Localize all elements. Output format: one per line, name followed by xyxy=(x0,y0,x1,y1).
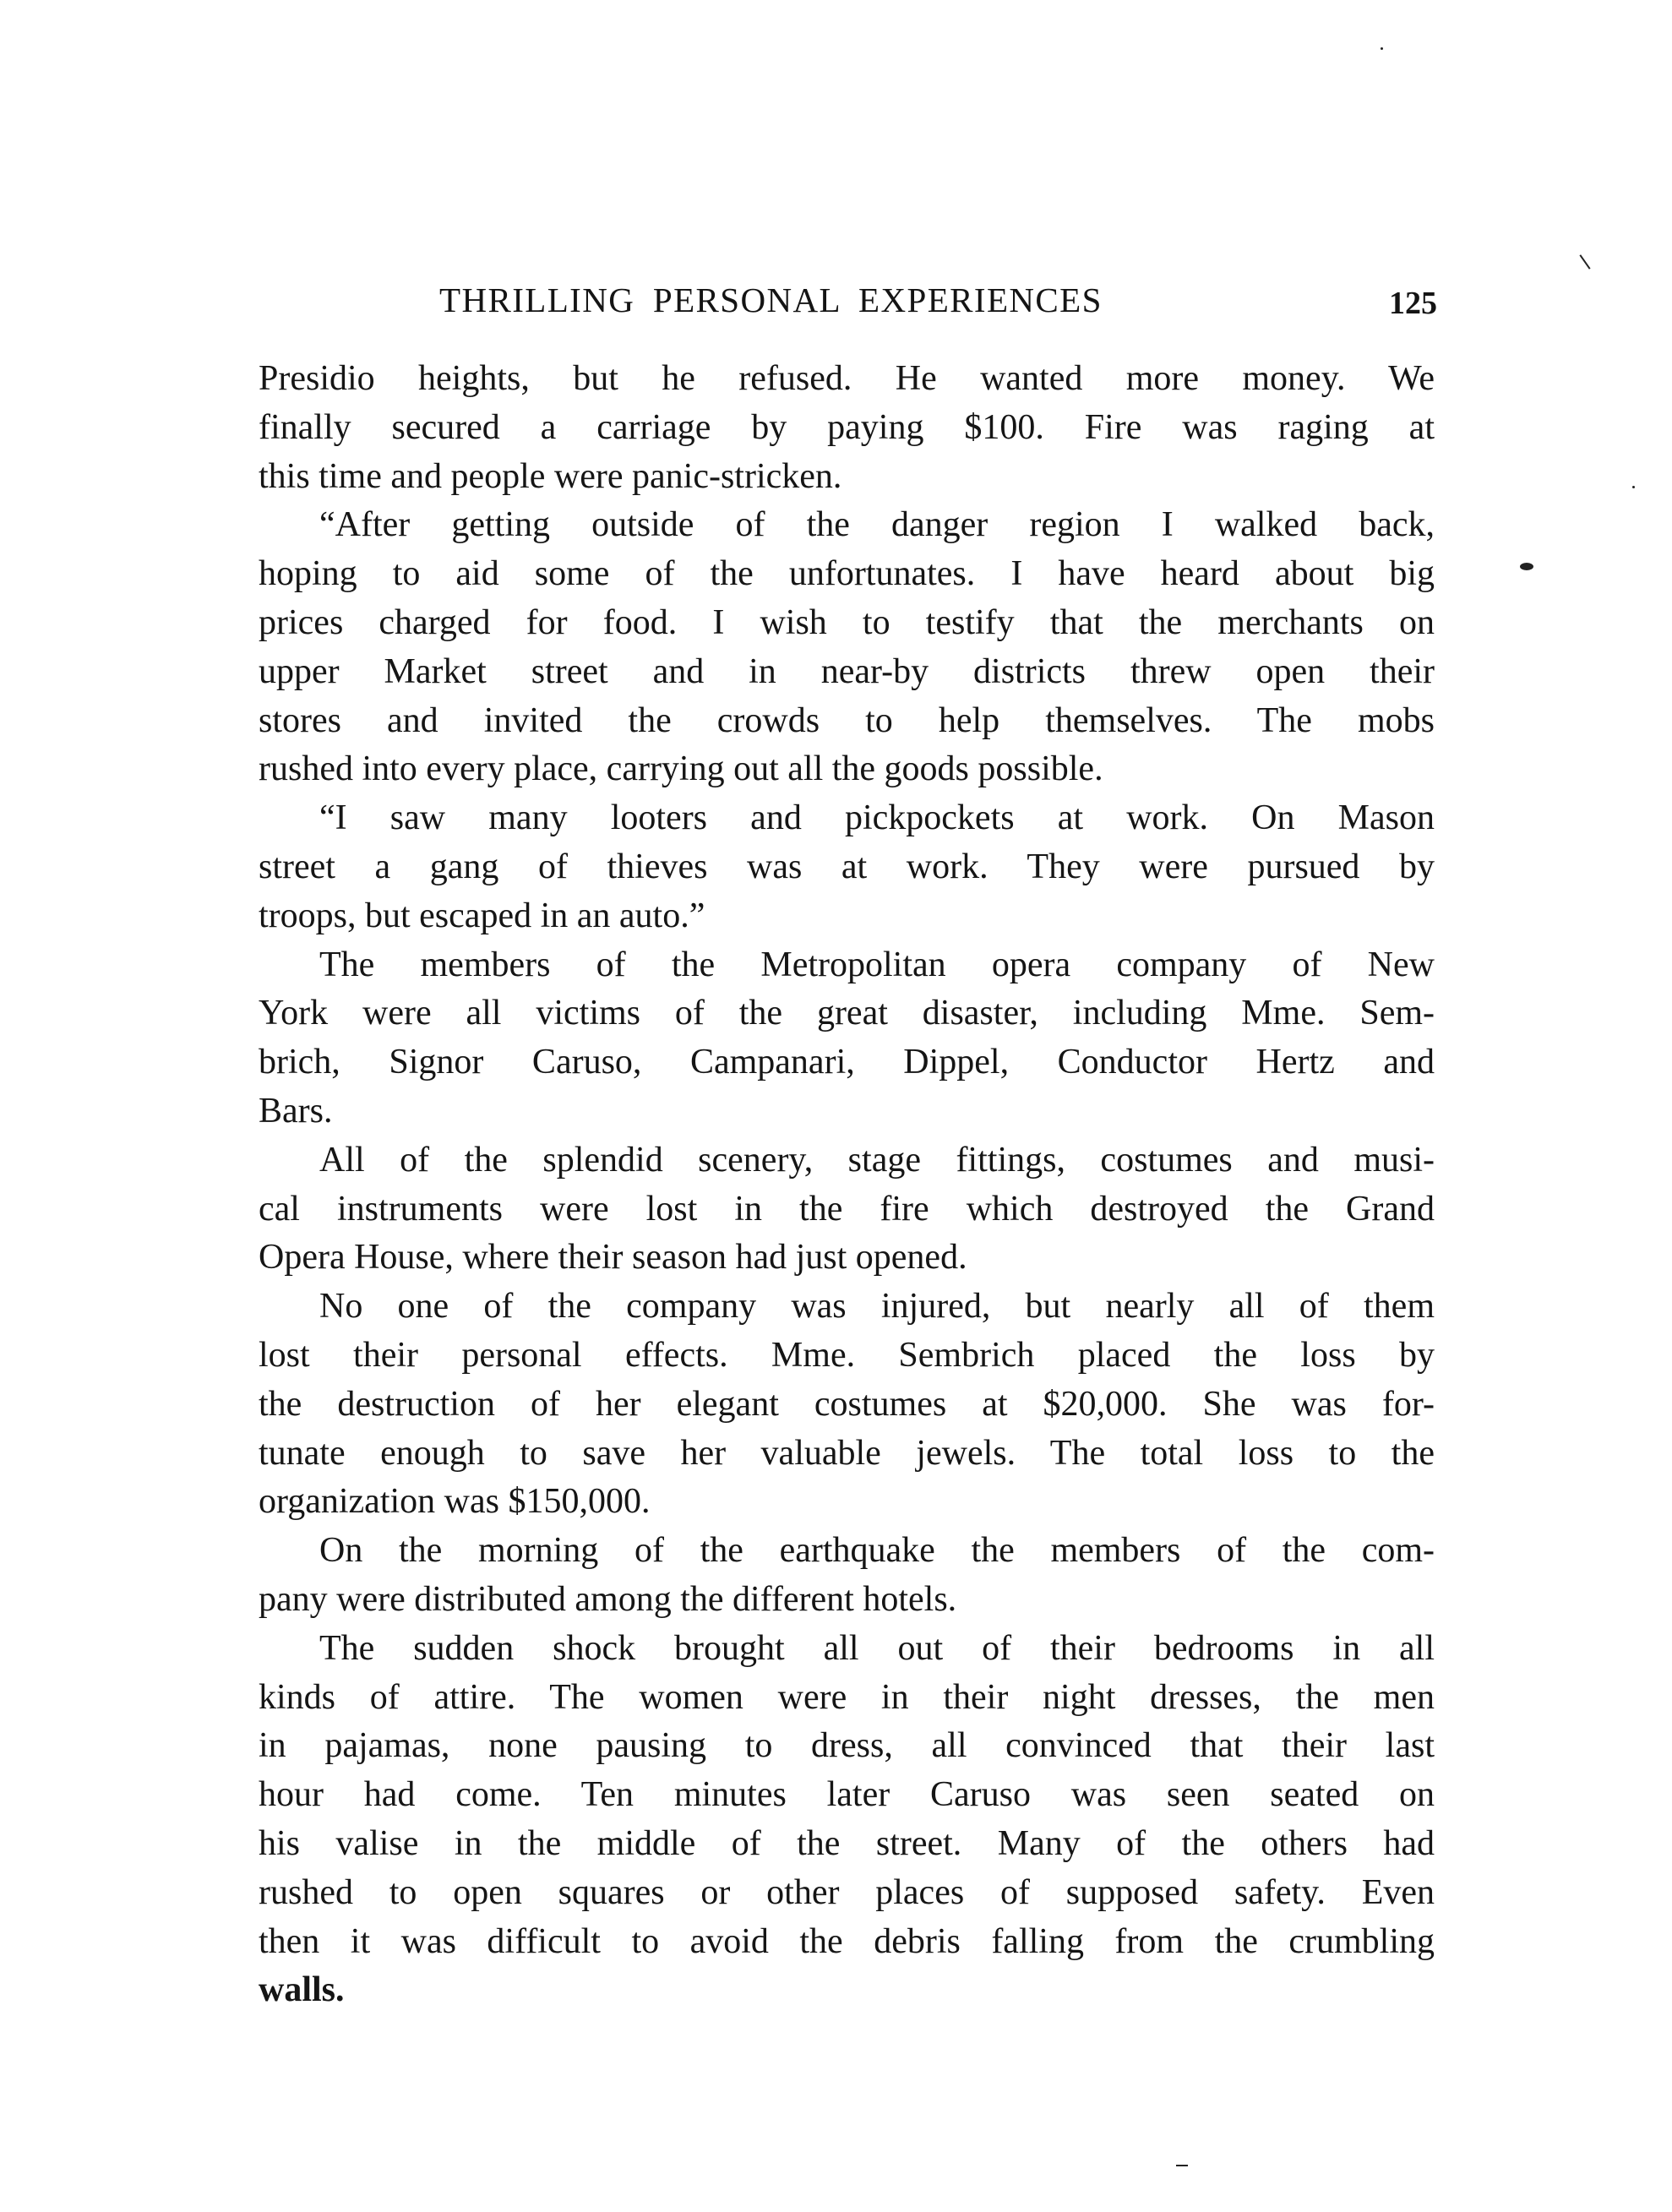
paragraph xyxy=(259,1136,1435,1283)
text-line: in pajamas, none pausing to dress, all convinced that their last xyxy=(259,1726,1435,1766)
text-line: Opera House, where their season had just opened. xyxy=(259,1238,967,1278)
text-line: cal instruments were lost in the fire which destroyed the Grand xyxy=(259,1189,1435,1229)
body-text xyxy=(259,355,1435,2015)
text-line: All of the splendid scenery, stage fittings, costumes and musi- xyxy=(319,1140,1435,1180)
text-line: pany were distributed among the different hotels. xyxy=(259,1579,957,1619)
paragraph xyxy=(259,941,1435,1136)
running-title: THRILLING PERSONAL EXPERIENCES xyxy=(439,281,1103,319)
text-line: No one of the company was injured, but nearly all of them xyxy=(319,1287,1435,1327)
text-line: brich, Signor Caruso, Campanari, Dippel, Conductor Hertz and xyxy=(259,1043,1435,1082)
scan-speck xyxy=(1381,47,1383,50)
text-line: prices charged for food. I wish to testify that the merchants on xyxy=(259,602,1435,642)
text-line: The members of the Metropolitan opera company of New xyxy=(319,945,1435,984)
text-line: street a gang of thieves was at work. They were pursued by xyxy=(259,847,1435,886)
paragraph xyxy=(259,1625,1435,2015)
scan-speck xyxy=(1176,2165,1188,2166)
text-line: “I saw many looters and pickpockets at work. On Mason xyxy=(319,798,1435,838)
paragraph xyxy=(259,794,1435,940)
text-line: hour had come. Ten minutes later Caruso was seen seated on xyxy=(259,1775,1435,1815)
text-line: lost their personal effects. Mme. Sembrich placed the loss by xyxy=(259,1335,1435,1375)
text-line: this time and people were panic-stricken. xyxy=(259,456,842,496)
scan-speck xyxy=(1632,486,1635,488)
paragraph xyxy=(259,355,1435,501)
text-line: finally secured a carriage by paying $100. Fire was raging at xyxy=(259,407,1435,447)
text-line: the destruction of her elegant costumes at $20,000. She was for- xyxy=(259,1384,1435,1424)
page-number: 125 xyxy=(1389,286,1437,321)
text-line: upper Market street and in near-by districts threw open their xyxy=(259,651,1435,691)
text-line: hoping to aid some of the unfortunates. I have heard about big xyxy=(259,554,1435,594)
text-line: troops, but escaped in an auto.” xyxy=(259,896,705,935)
text-line: his valise in the middle of the street. Many of the others had xyxy=(259,1823,1435,1863)
text-line: Presidio heights, but he refused. He wanted more money. We xyxy=(259,359,1435,398)
text-line: The sudden shock brought all out of their bedrooms in all xyxy=(319,1628,1435,1668)
text-line: then it was difficult to avoid the debris falling from the crumbling xyxy=(259,1921,1435,1961)
text-line: rushed into every place, carrying out all the goods possible. xyxy=(259,749,1103,789)
text-line: “After getting outside of the danger region I walked back, xyxy=(319,505,1435,545)
text-line: kinds of attire. The women were in their night dresses, the men xyxy=(259,1677,1435,1717)
text-line: organization was $150,000. xyxy=(259,1482,651,1522)
text-line: walls. xyxy=(259,1970,345,2010)
text-line: stores and invited the crowds to help themselves. The mobs xyxy=(259,700,1435,740)
text-line: rushed to open squares or other places of supposed safety. Even xyxy=(259,1872,1435,1912)
paragraph xyxy=(259,1527,1435,1625)
text-line: York were all victims of the great disaster, including Mme. Sem- xyxy=(259,994,1435,1033)
text-line: Bars. xyxy=(259,1091,333,1131)
text-line: On the morning of the earthquake the members of the com- xyxy=(319,1531,1435,1571)
paragraph xyxy=(259,1283,1435,1527)
scan-speck xyxy=(1520,563,1533,570)
scan-artifact-mark xyxy=(1579,254,1590,270)
paragraph xyxy=(259,501,1435,794)
text-line: tunate enough to save her valuable jewels. The total loss to the xyxy=(259,1433,1435,1473)
running-header xyxy=(259,276,1437,324)
